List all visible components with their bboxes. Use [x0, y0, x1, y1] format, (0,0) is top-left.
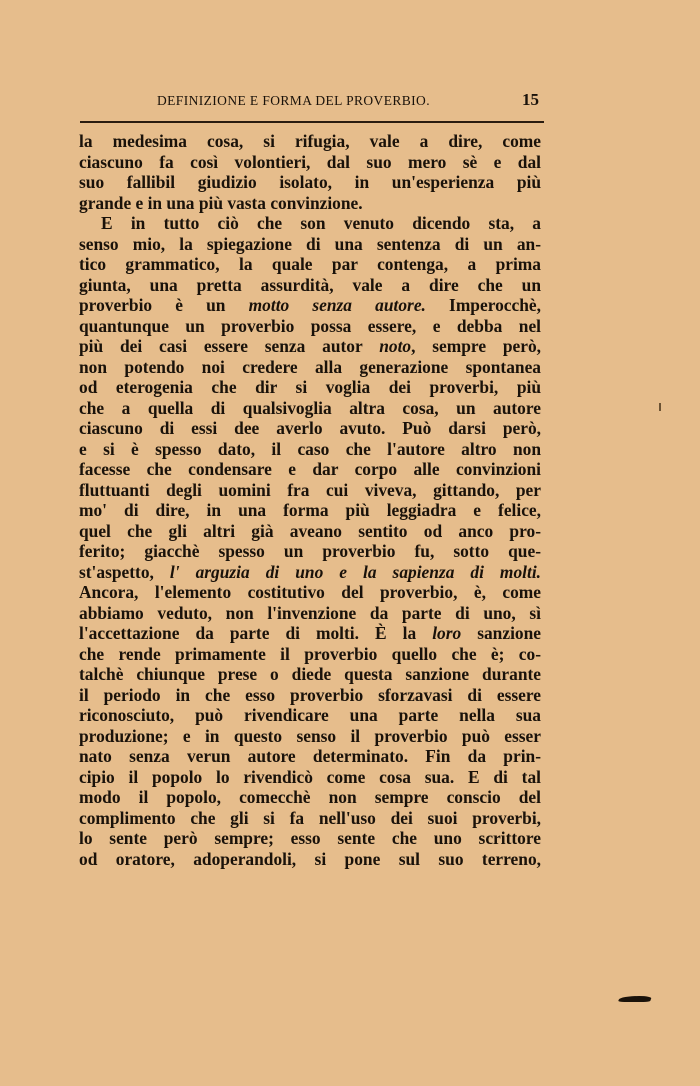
text-line — [79, 849, 541, 870]
text-line — [79, 398, 541, 419]
header-rule — [80, 121, 544, 123]
text-line — [79, 787, 541, 808]
text-line — [79, 541, 541, 562]
text-segment: che rende primamente il proverbio quello che è; co- — [79, 643, 541, 664]
text-segment: proverbio è un — [79, 295, 249, 315]
text-line — [79, 746, 541, 767]
text-segment: nato senza verun autore determinato. Fin da prin- — [79, 746, 541, 766]
italic-phrase: motto senza autore. — [248, 295, 426, 315]
text-segment: sanzione — [461, 623, 541, 643]
text-line — [79, 254, 541, 275]
text-segment: senso mio, la spiegazione di una sentenza di un an- — [79, 233, 541, 254]
text-segment: ferito; giacchè spesso un proverbio fu, sotto que- — [79, 541, 541, 561]
text-segment: e si è spesso dato, il caso che l'autore altro non — [79, 438, 541, 459]
text-line — [79, 275, 541, 296]
text-segment: talchè chiunque prese o diede questa sanzione durante — [79, 664, 541, 684]
text-segment: il periodo in che esso proverbio sforzavasi di essere — [79, 684, 541, 705]
text-line — [79, 172, 541, 193]
page-number: 15 — [522, 90, 539, 109]
text-line — [79, 234, 541, 255]
text-segment: st'aspetto, — [79, 561, 170, 582]
text-line — [79, 726, 541, 747]
text-line — [79, 336, 541, 357]
text-line — [79, 808, 541, 829]
text-line — [79, 828, 541, 849]
text-line — [79, 193, 541, 214]
text-segment: od eterogenia che dir si voglia dei proverbi, più — [79, 377, 541, 397]
text-line — [79, 623, 541, 644]
text-segment: tico grammatico, la quale par contenga, a prima — [79, 254, 541, 274]
text-line — [79, 705, 541, 726]
text-line — [79, 316, 541, 337]
text-line — [79, 521, 541, 542]
italic-phrase: loro — [432, 623, 462, 643]
text-segment: la medesima cosa, si rifugia, vale a dire, come — [79, 131, 541, 151]
text-line — [79, 213, 541, 234]
text-line — [79, 480, 541, 501]
text-segment: , sempre però, — [411, 336, 541, 356]
text-segment: mo' di dire, in una forma più leggiadra e felice, — [79, 500, 541, 520]
text-segment: più dei casi essere senza autor — [79, 336, 380, 356]
text-line — [79, 562, 541, 583]
text-line — [79, 644, 541, 665]
text-line — [79, 767, 541, 788]
text-line — [79, 357, 541, 378]
text-line — [79, 377, 541, 398]
text-line — [79, 131, 541, 152]
ink-smudge — [618, 996, 652, 1002]
text-line — [79, 500, 541, 521]
text-line — [79, 664, 541, 685]
text-line — [79, 152, 541, 173]
text-segment: modo il popolo, comecchè non sempre conscio del — [79, 787, 541, 807]
text-segment: grande e in una più vasta convinzione. — [79, 192, 363, 213]
text-line — [79, 582, 541, 603]
text-segment: od oratore, adoperandoli, si pone sul suo terreno, — [79, 848, 541, 869]
text-line — [79, 459, 541, 480]
italic-phrase: noto — [379, 336, 412, 356]
text-segment: che a quella di qualsivoglia altra cosa, un autore — [79, 397, 541, 418]
running-title: DEFINIZIONE E FORMA DEL PROVERBIO. — [157, 93, 430, 108]
text-segment: produzione; e in questo senso il proverbio può esser — [79, 725, 541, 746]
text-segment: quel che gli altri già aveano sentito od anco pro- — [79, 520, 541, 541]
text-segment: riconosciuto, può rivendicare una parte nella sua — [79, 705, 541, 725]
body-text — [79, 131, 541, 869]
italic-phrase: l' arguzia di uno e la sapienza di molti. — [169, 561, 541, 582]
text-segment: non potendo noi credere alla generazione spontanea — [79, 356, 541, 377]
text-line — [79, 685, 541, 706]
text-segment: Ancora, l'elemento costitutivo del proverbio, è, come — [79, 582, 541, 602]
text-segment: complimento che gli si fa nell'uso dei suoi proverbi, — [79, 807, 541, 828]
text-segment: Imperocchè, — [425, 295, 541, 315]
text-segment: cipio il popolo lo rivendicò come cosa sua. E di tal — [79, 766, 541, 787]
text-line — [79, 439, 541, 460]
text-segment: facesse che condensare e dar corpo alle convinzioni — [79, 459, 541, 479]
text-segment: ciascuno fa così volontieri, dal suo mero sè e dal — [79, 151, 541, 172]
text-segment: abbiamo veduto, non l'invenzione da parte di uno, sì — [79, 602, 541, 623]
text-segment: suo fallibil giudizio isolato, in un'esperienza più — [79, 172, 541, 192]
text-segment: giunta, una pretta assurdità, vale a dire che un — [79, 274, 541, 295]
text-segment: l'accettazione da parte di molti. È la — [79, 623, 433, 643]
text-line — [79, 295, 541, 316]
margin-mark — [659, 403, 661, 411]
text-line — [79, 603, 541, 624]
text-segment: lo sente però sempre; esso sente che uno scrittore — [79, 828, 541, 848]
text-segment: quantunque un proverbio possa essere, e debba nel — [79, 315, 541, 336]
text-segment: ciascuno di essi dee averlo avuto. Può darsi però, — [79, 418, 541, 438]
text-segment: fluttuanti degli uomini fra cui viveva, gittando, per — [79, 479, 541, 500]
text-line — [79, 418, 541, 439]
text-segment: E in tutto ciò che son venuto dicendo sta, a — [101, 213, 541, 233]
